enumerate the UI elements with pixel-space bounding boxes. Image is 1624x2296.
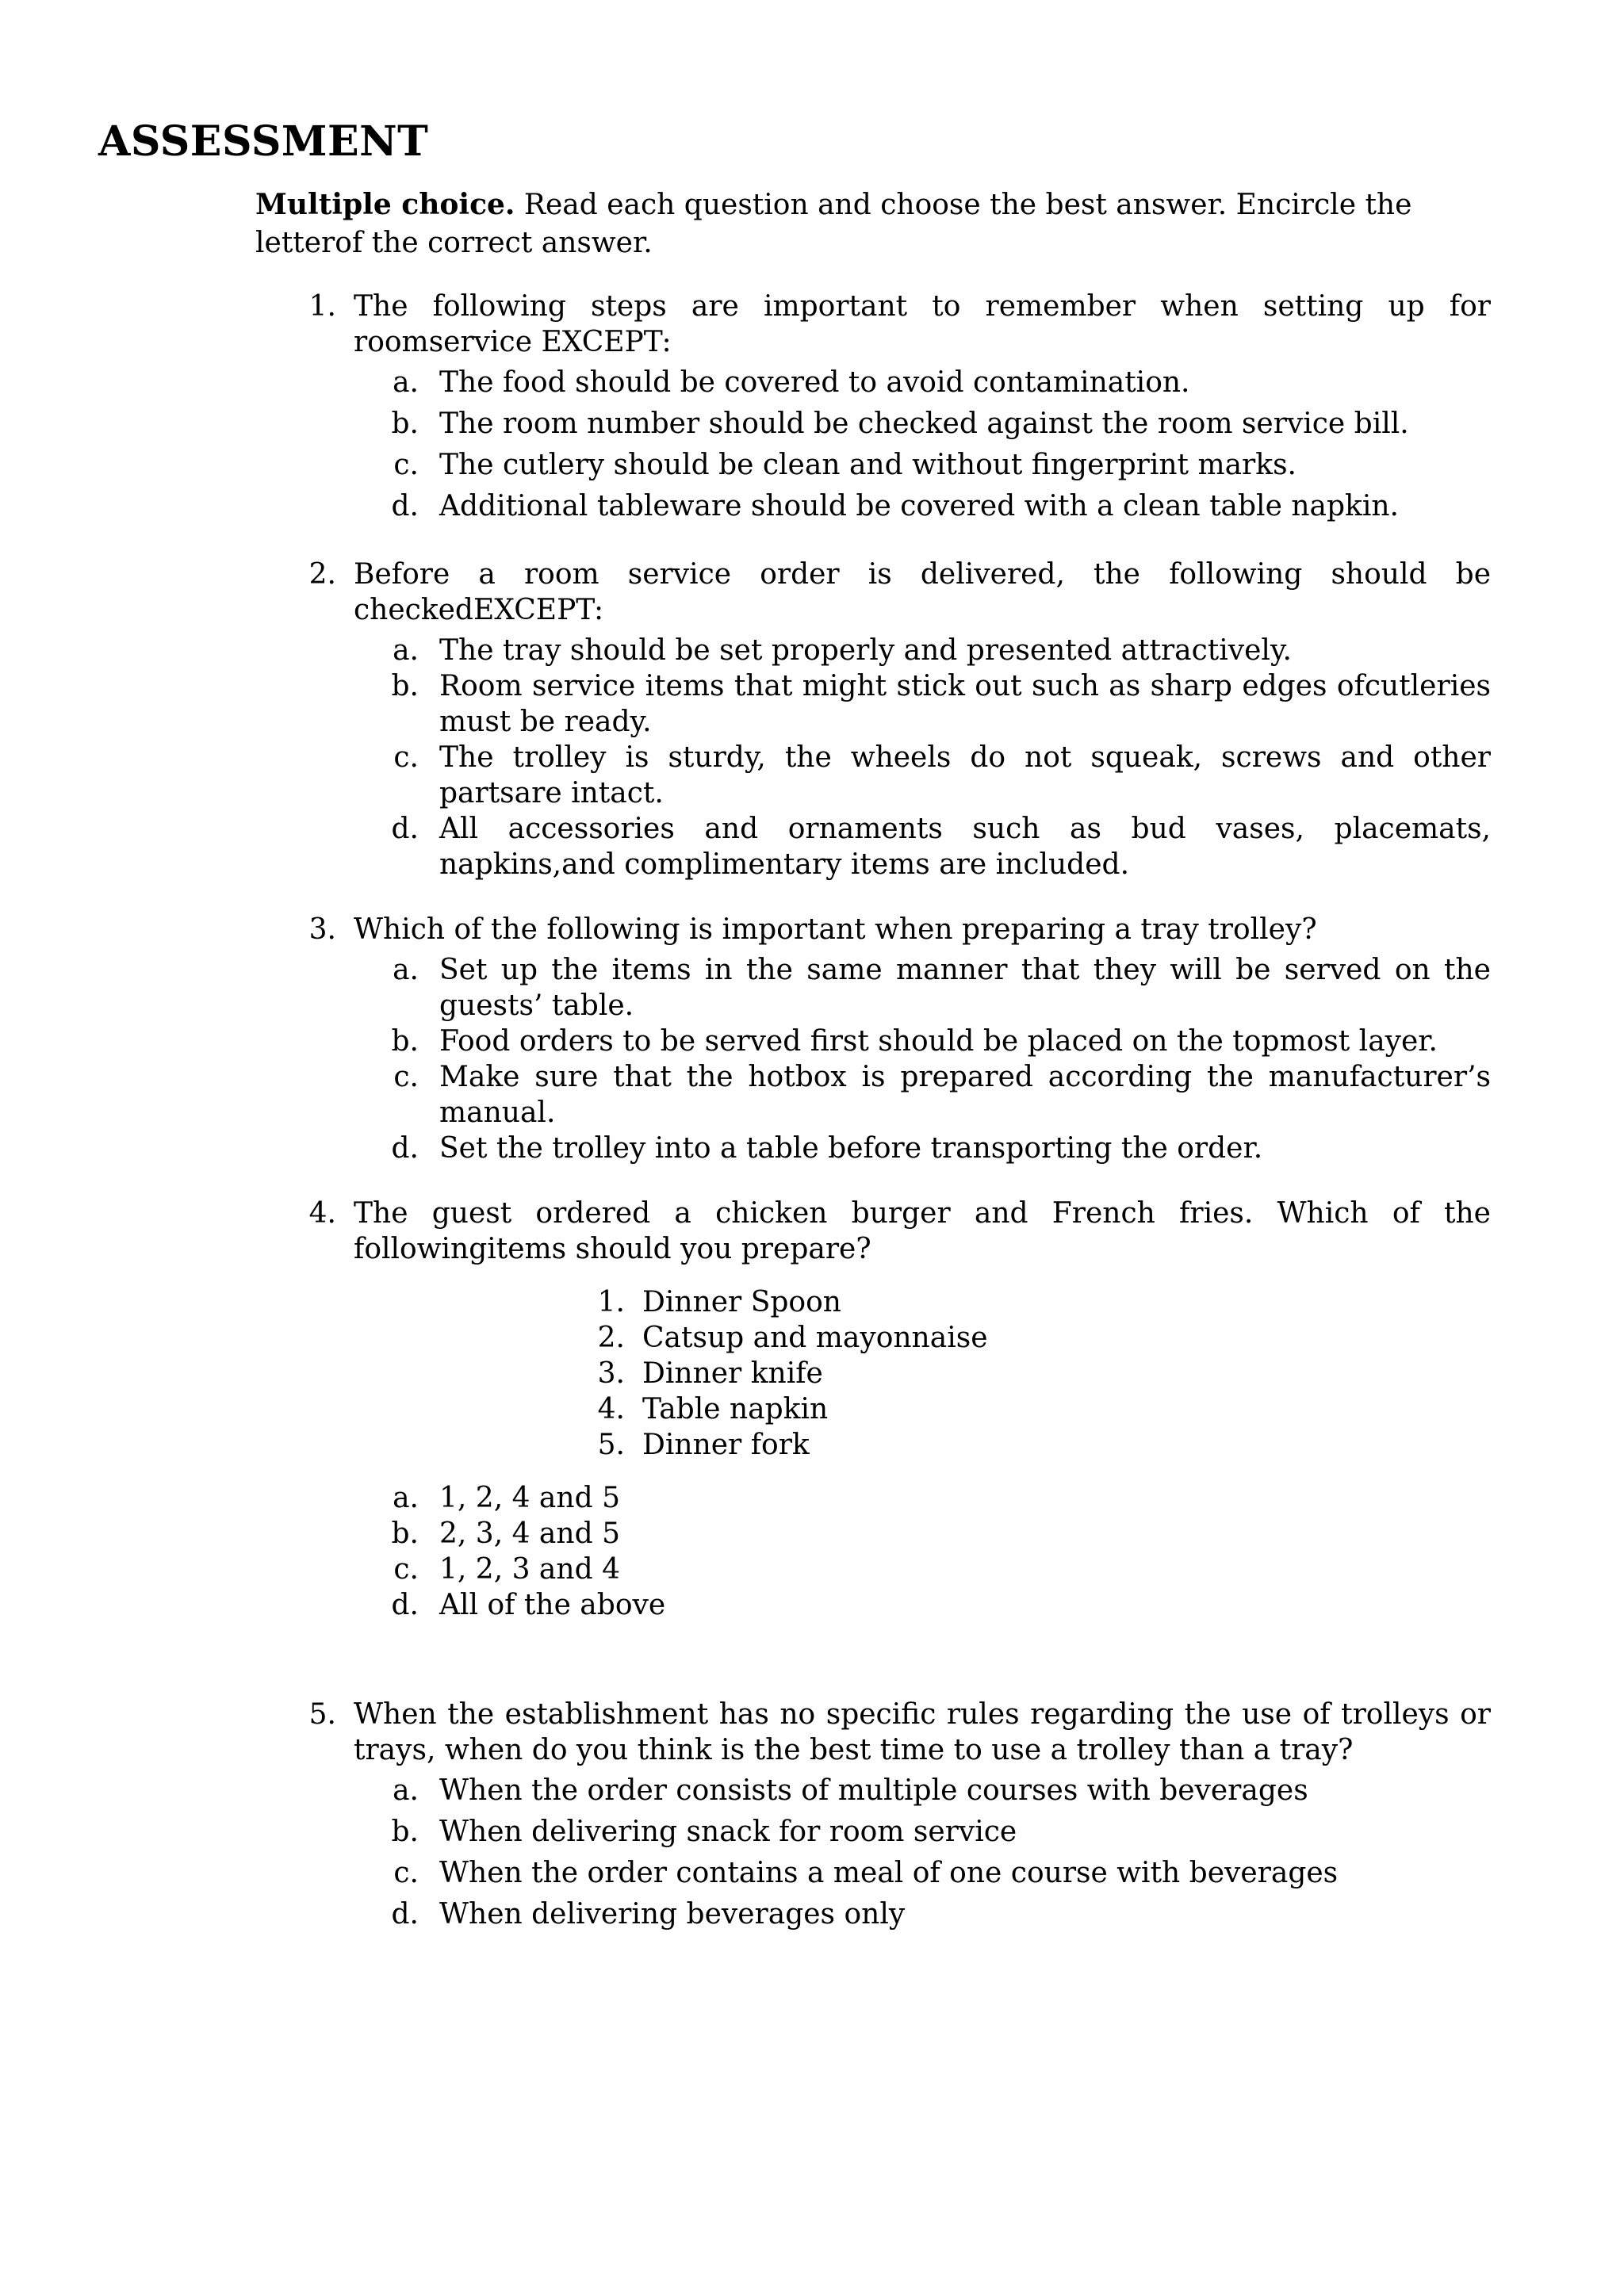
item-number: 1. [597, 1286, 625, 1318]
choice-list [387, 633, 1491, 882]
choice-text: 1, 2, 4 and 5 [439, 1482, 620, 1514]
question-text: The guest ordered a chicken burger and French fries. Which of the followingitems should you prepare? [354, 1197, 1491, 1265]
choice-letter: c. [393, 1553, 419, 1586]
choice-letter: d. [391, 1132, 419, 1165]
choice-letter: a. [393, 1482, 419, 1514]
choice-text: 1, 2, 3 and 4 [439, 1553, 620, 1586]
choice-text: The trolley is sturdy, the wheels do not squeak, screws and other partsare intact. [439, 741, 1491, 809]
choice-b[interactable] [387, 668, 1491, 740]
item-number: 4. [597, 1393, 625, 1425]
choice-text: All accessories and ornaments such as bud vases, placemats, napkins,and complimentary items are included. [439, 813, 1491, 881]
choice-letter: c. [393, 449, 419, 481]
question-number: 3. [308, 913, 336, 946]
item-text: Catsup and mayonnaise [642, 1322, 988, 1354]
instructions [255, 186, 1445, 262]
choice-list [387, 365, 1491, 524]
question-number: 1. [308, 290, 336, 323]
item-number: 5. [597, 1429, 625, 1461]
choice-letter: a. [393, 634, 419, 667]
choice-text: The room number should be checked against the room service bill. [439, 408, 1409, 440]
choice-text: When the order contains a meal of one course with beverages [439, 1857, 1339, 1889]
choice-letter: d. [391, 1898, 419, 1931]
choice-a[interactable] [387, 633, 1491, 668]
choice-letter: b. [391, 408, 419, 440]
choice-list [387, 1773, 1491, 1932]
page-title: ASSESSMENT [98, 117, 429, 166]
choice-text: All of the above [439, 1589, 666, 1621]
choice-letter: a. [393, 954, 419, 986]
instructions-lead: Multiple choice. [255, 188, 515, 221]
question-number: 4. [308, 1197, 336, 1230]
choice-text: When the order consists of multiple courses with beverages [439, 1774, 1308, 1807]
question-text: Before a room service order is delivered, the following should be checkedEXCEPT: [354, 558, 1491, 626]
choice-a[interactable] [387, 1773, 1491, 1808]
choice-letter: c. [393, 1061, 419, 1093]
list-item [587, 1284, 1491, 1320]
item-number: 2. [597, 1322, 625, 1354]
list-item [587, 1320, 1491, 1356]
choice-b[interactable] [387, 406, 1491, 442]
choice-a[interactable] [387, 952, 1491, 1024]
choice-b[interactable] [387, 1516, 1491, 1552]
choice-d[interactable] [387, 488, 1491, 524]
choice-letter: b. [391, 670, 419, 702]
choice-letter: c. [393, 741, 419, 774]
choice-d[interactable] [387, 1131, 1491, 1166]
list-item [587, 1391, 1491, 1427]
question-4 [301, 1196, 1491, 1623]
question-3 [301, 912, 1491, 1166]
list-item [587, 1427, 1491, 1463]
choice-text: The tray should be set properly and presented attractively. [439, 634, 1292, 667]
choice-text: The cutlery should be clean and without fingerprint marks. [439, 449, 1297, 481]
question-text: Which of the following is important when preparing a tray trolley? [354, 913, 1317, 946]
choice-text: Set the trolley into a table before transporting the order. [439, 1132, 1263, 1165]
choice-list [387, 952, 1491, 1166]
choice-c[interactable] [387, 1552, 1491, 1587]
choice-a[interactable] [387, 1480, 1491, 1516]
choice-text: Food orders to be served first should be placed on the topmost layer. [439, 1025, 1438, 1058]
item-number: 3. [597, 1357, 625, 1390]
choice-letter: b. [391, 1025, 419, 1058]
choice-text: When delivering snack for room service [439, 1816, 1017, 1848]
choice-letter: d. [391, 813, 419, 845]
choice-letter: d. [391, 1589, 419, 1621]
choice-c[interactable] [387, 447, 1491, 483]
choice-a[interactable] [387, 365, 1491, 400]
choice-d[interactable] [387, 1587, 1491, 1623]
item-text: Dinner Spoon [642, 1286, 841, 1318]
choice-c[interactable] [387, 740, 1491, 811]
list-item [587, 1356, 1491, 1391]
choice-text: The food should be covered to avoid contamination. [439, 366, 1190, 399]
choice-c[interactable] [387, 1059, 1491, 1131]
question-number: 5. [308, 1698, 336, 1731]
choice-text: Make sure that the hotbox is prepared according the manufacturer’s manual. [439, 1061, 1491, 1129]
choice-letter: b. [391, 1517, 419, 1550]
choice-d[interactable] [387, 811, 1491, 882]
choice-text: Set up the items in the same manner that they will be served on the guests’ table. [439, 954, 1491, 1022]
choice-letter: d. [391, 490, 419, 522]
choice-letter: b. [391, 1816, 419, 1848]
choice-b[interactable] [387, 1024, 1491, 1059]
choice-b[interactable] [387, 1814, 1491, 1850]
choice-letter: a. [393, 1774, 419, 1807]
question-2 [301, 557, 1491, 882]
question-5 [301, 1697, 1491, 1938]
item-text: Table napkin [642, 1393, 829, 1425]
question-text: The following steps are important to remember when setting up for roomservice EXCEPT: [354, 290, 1491, 358]
choice-text: Additional tableware should be covered with a clean table napkin. [439, 490, 1399, 522]
question-1 [301, 289, 1491, 530]
instructions-text: Read each question and choose the best answer. Encircle the letterof the correct answer. [255, 189, 1412, 259]
choice-d[interactable] [387, 1896, 1491, 1932]
choice-text: Room service items that might stick out such as sharp edges ofcutleries must be ready. [439, 670, 1491, 738]
choice-text: When delivering beverages only [439, 1898, 906, 1931]
item-text: Dinner knife [642, 1357, 823, 1390]
choice-letter: c. [393, 1857, 419, 1889]
item-text: Dinner fork [642, 1429, 810, 1461]
question-text: When the establishment has no specific rules regarding the use of trolleys or trays, when do you think is the best time to use a trolley than a tray? [354, 1698, 1491, 1766]
question-number: 2. [308, 558, 336, 591]
item-list [587, 1284, 1491, 1463]
choice-list [387, 1480, 1491, 1623]
choice-c[interactable] [387, 1855, 1491, 1891]
choice-text: 2, 3, 4 and 5 [439, 1517, 620, 1550]
choice-letter: a. [393, 366, 419, 399]
